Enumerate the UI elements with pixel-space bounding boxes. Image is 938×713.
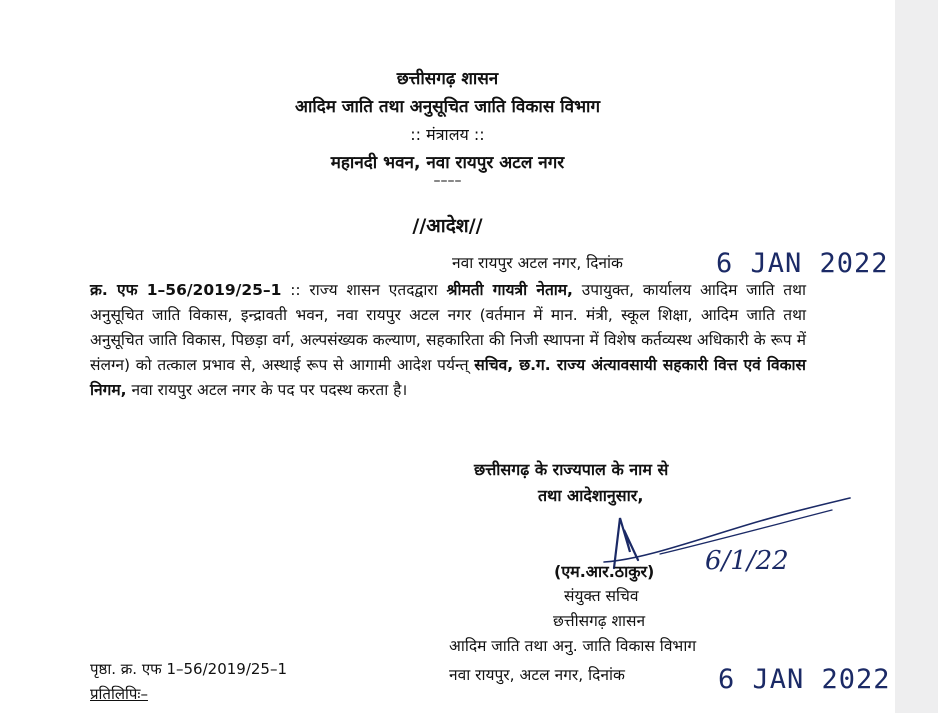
footer-date-stamp: 6 JAN 2022 <box>718 664 891 695</box>
header-govt: छत्तीसगढ़ शासन <box>396 69 499 89</box>
copy-to-label: प्रतिलिपिः– <box>90 685 148 703</box>
dateline-label: नवा रायपुर अटल नगर, दिनांक <box>452 254 623 272</box>
header-ministry: :: मंत्रालय :: <box>410 125 485 144</box>
order-text-2: नवा रायपुर अटल नगर के पद पर पदस्थ करता है। <box>126 381 408 399</box>
header-department: आदिम जाति तथा अनुसूचित जाति विकास विभाग <box>294 97 601 117</box>
signatory-department: आदिम जाति तथा अनु. जाति विकास विभाग <box>449 637 697 655</box>
signatory-name: (एम.आर.ठाकुर) <box>554 562 655 581</box>
closing-line-2: तथा आदेशानुसार, <box>538 486 644 505</box>
order-title: //आदेश// <box>412 215 483 237</box>
posting-designation: सचिव, छ.ग. राज्य अंत्यावसायी सहकारी वित्त एवं विकास निगम, <box>90 356 806 399</box>
closing-line-1: छत्तीसगढ़ के राज्यपाल के नाम से <box>474 460 669 479</box>
header-address: महानदी भवन, नवा रायपुर अटल नगर <box>330 153 565 173</box>
signatory-place-date: नवा रायपुर, अटल नगर, दिनांक <box>449 666 625 684</box>
order-text-1: उपायुक्त, कार्यालय आदिम जाति तथा अनुसूचित जाति विकास, इन्द्रावती भवन, नवा रायपुर अटल नगर (वर्तमान में मान. मंत्री, स्कूल शिक्षा, आदिम जाति तथा अनुसूचित जाति विकास, पिछड़ा वर्ग, अल्पसंख्यक कल्याण, सहकारिता की निजी स्थापना में विशेष कर्तव्यस्थ अधिकारी के रूप में संलग्न) को तत्काल प्रभाव से, अस्थाई रूप से आगामी आदेश पर्यन्त् <box>90 281 807 374</box>
signatory-designation: संयुक्त सचिव <box>564 587 639 605</box>
handwritten-date: 6/1/22 <box>705 546 789 576</box>
order-preamble: :: राज्य शासन एतदद्वारा <box>281 281 447 299</box>
date-stamp: 6 JAN 2022 <box>716 248 889 279</box>
endorsement-reference: पृष्ठा. क्र. एफ 1–56/2019/25–1 <box>90 660 288 678</box>
signatory-office: छत्तीसगढ़ शासन <box>553 612 646 630</box>
viewer-margin <box>895 0 938 713</box>
order-reference: क्र. एफ 1–56/2019/25–1 <box>90 281 282 299</box>
order-body <box>90 278 806 403</box>
officer-name: श्रीमती गायत्री नेताम, <box>446 281 573 299</box>
header-rule: –––– <box>433 173 462 189</box>
